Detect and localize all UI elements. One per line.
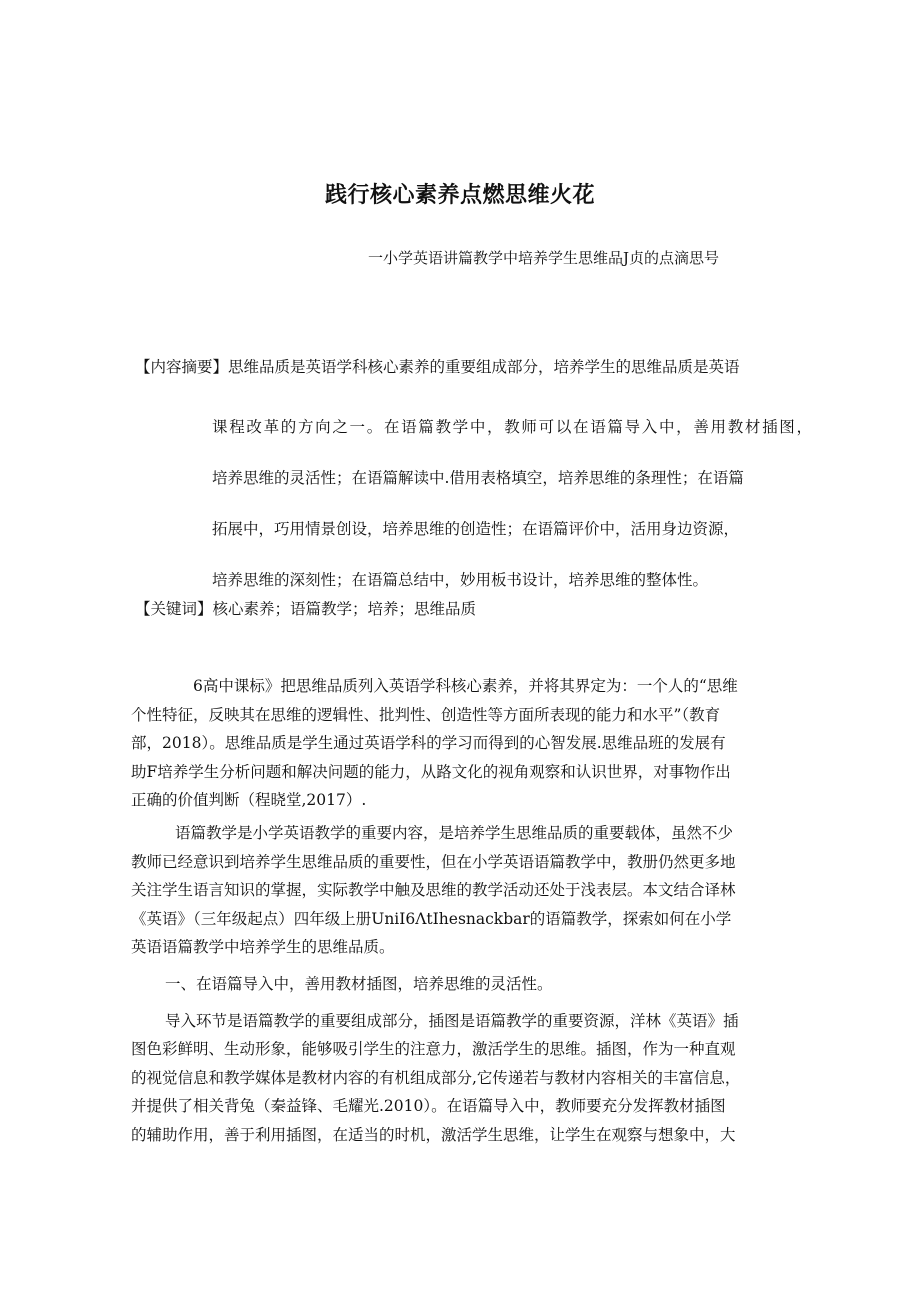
abstract-line: 课程改革的方向之一。在语篇教学中，教师可以在语篇导入中，善用教材插图，: [212, 418, 812, 436]
section-heading: 一、在语篇导入中，善用教材插图，培养思维的灵活性。: [165, 974, 553, 993]
abstract-continuation: [212, 402, 812, 606]
abstract-first-line: 【内容摘要】思维品质是英语学科核心素养的重要组成部分，培养学生的思维品质是英语: [135, 358, 740, 376]
paragraph-line: 的视觉信息和教学媒体是教材内容的有机组成部分,它传递若与教材内容相关的丰富信息，: [131, 1068, 741, 1087]
paragraph-2: [131, 819, 796, 962]
paragraph-line: 导入环节是语篇教学的重要组成部分，插图是语篇教学的重要资源，洋林《英语》插: [165, 1011, 739, 1030]
paragraph-line: 教师已经意识到培养学生思维品质的重要性，但在小学英语语篇教学中，教册仍然更多地: [131, 852, 736, 871]
paragraph-1: [131, 672, 796, 815]
paragraph-line: 语篇教学是小学英语教学的重要内容，是培养学生思维品质的重要载体，虽然不少: [175, 823, 734, 842]
page-title: 践行核心素养点燃思维火花: [324, 183, 595, 208]
abstract-line: 拓展中，巧用情景创设，培养思维的创造性；在语篇评价中，活用身边资源，: [212, 520, 740, 538]
paragraph-line: 助F培养学生分析问题和解决问题的能力，从路文化的视角观察和认识世界，对事物作出: [131, 762, 731, 781]
body-text: [131, 672, 796, 1150]
abstract-line: 培养思维的灵活性；在语篇解读中.借用表格填空，培养思维的条理性；在语篇: [212, 469, 744, 487]
paragraph-3: [131, 1007, 796, 1150]
paragraph-line: 《英语》（三年级起点）四年级上册UniI6ΛtIhesnackbar的语篇教学，探索如何在小学: [131, 909, 732, 928]
paragraph-line: 个性特征，反映其在思维的逻辑性、批判性、创造性等方面所表现的能力和水平”（教育: [131, 705, 721, 724]
paragraph-line: 部，2018）。思维品质是学生通过英语学科的学习而得到的心智发展.思维品班的发展有: [131, 734, 726, 753]
paragraph-line: 的辅助作用，善于利用插图，在适当的时机，激活学生思维，让学生在观察与想象中，大: [131, 1125, 736, 1144]
abstract-line: 培养思维的深刻性；在语篇总结中，妙用板书设计，培养思维的整体性。: [212, 571, 709, 589]
paragraph-line: 并提供了相关背兔（秦益锋、毛耀光.2010）。在语篇导入中，教师要充分发挥教材插图: [131, 1097, 726, 1116]
paragraph-line: 正确的价值判断（程晓堂,2017）.: [131, 791, 367, 810]
paragraph-line: 关注学生语言知识的掌握，实际教学中触及思维的教学活动还处于浅表层。本文结合译林: [131, 881, 736, 900]
paragraph-line: 图色彩鲜明、生动形象，能够吸引学生的注意力，激活学生的思维。插图，作为一种直观: [131, 1040, 736, 1059]
subtitle: 一小学英语讲篇教学中培养学生思维品J贞的点滴思号: [368, 249, 720, 267]
keywords: 【关键词】核心素养；语篇教学；培养；思维品质: [135, 600, 477, 618]
paragraph-line: 英语语篇教学中培养学生的思维品质。: [131, 938, 395, 957]
paragraph-line: 6高中课标》把思维品质列入英语学科核心素养，并将其界定为：一个人的“思维: [193, 677, 738, 695]
